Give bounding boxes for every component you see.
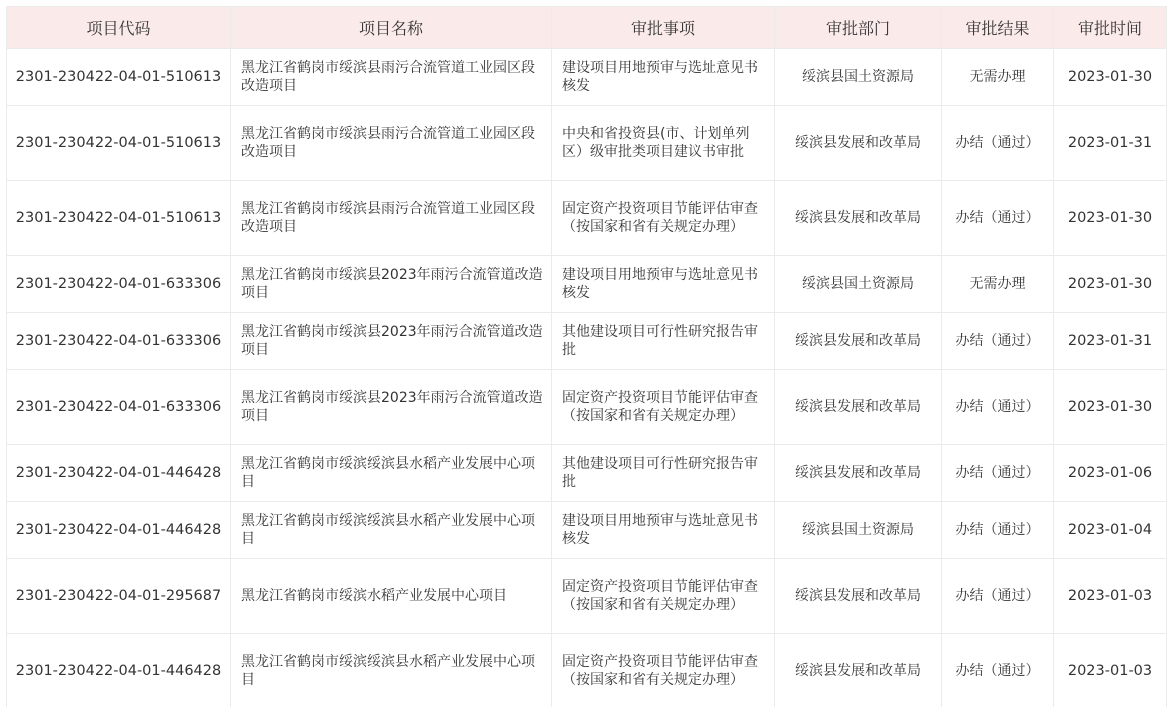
table-row: [7, 256, 1167, 313]
table-row: [7, 445, 1167, 502]
cell-approval-dept: 绥滨县国土资源局: [775, 256, 942, 313]
cell-project-name: 黑龙江省鹤岗市绥滨县2023年雨污合流管道改造项目: [231, 370, 552, 445]
cell-approval-dept: 绥滨县发展和改革局: [775, 106, 942, 181]
cell-project-name: 黑龙江省鹤岗市绥滨县2023年雨污合流管道改造项目: [231, 256, 552, 313]
cell-project-name: 黑龙江省鹤岗市绥滨县雨污合流管道工业园区段改造项目: [231, 49, 552, 106]
cell-project-code: 2301-230422-04-01-510613: [7, 106, 231, 181]
cell-approval-date: 2023-01-03: [1054, 634, 1167, 707]
cell-approval-dept: 绥滨县国土资源局: [775, 49, 942, 106]
header-approval-result: 审批结果: [942, 7, 1054, 49]
cell-approval-dept: 绥滨县发展和改革局: [775, 370, 942, 445]
cell-project-name: 黑龙江省鹤岗市绥滨绥滨县水稻产业发展中心项目: [231, 502, 552, 559]
cell-approval-result: 办结（通过）: [942, 181, 1054, 256]
header-project-name: 项目名称: [231, 7, 552, 49]
cell-project-name: 黑龙江省鹤岗市绥滨县2023年雨污合流管道改造项目: [231, 313, 552, 370]
cell-approval-result: 无需办理: [942, 256, 1054, 313]
cell-approval-date: 2023-01-30: [1054, 181, 1167, 256]
cell-project-code: 2301-230422-04-01-633306: [7, 256, 231, 313]
table-row: [7, 49, 1167, 106]
cell-approval-item: 中央和省投资县(市、计划单列区）级审批类项目建议书审批: [552, 106, 775, 181]
cell-approval-result: 办结（通过）: [942, 106, 1054, 181]
cell-project-name: 黑龙江省鹤岗市绥滨绥滨县水稻产业发展中心项目: [231, 634, 552, 707]
table-row: [7, 181, 1167, 256]
table-row: [7, 370, 1167, 445]
cell-project-code: 2301-230422-04-01-510613: [7, 181, 231, 256]
cell-approval-dept: 绥滨县国土资源局: [775, 502, 942, 559]
cell-approval-date: 2023-01-31: [1054, 106, 1167, 181]
cell-project-code: 2301-230422-04-01-295687: [7, 559, 231, 634]
cell-approval-result: 无需办理: [942, 49, 1054, 106]
cell-project-code: 2301-230422-04-01-510613: [7, 49, 231, 106]
approval-table: [6, 6, 1167, 707]
cell-approval-item: 固定资产投资项目节能评估审查（按国家和省有关规定办理）: [552, 370, 775, 445]
cell-project-name: 黑龙江省鹤岗市绥滨县雨污合流管道工业园区段改造项目: [231, 181, 552, 256]
cell-approval-dept: 绥滨县发展和改革局: [775, 181, 942, 256]
header-project-code: 项目代码: [7, 7, 231, 49]
cell-project-code: 2301-230422-04-01-633306: [7, 313, 231, 370]
table-row: [7, 106, 1167, 181]
cell-project-code: 2301-230422-04-01-446428: [7, 634, 231, 707]
header-approval-date: 审批时间: [1054, 7, 1167, 49]
cell-project-code: 2301-230422-04-01-446428: [7, 502, 231, 559]
table-header-row: [7, 7, 1167, 49]
header-approval-dept: 审批部门: [775, 7, 942, 49]
cell-approval-item: 其他建设项目可行性研究报告审批: [552, 313, 775, 370]
table-row: [7, 313, 1167, 370]
cell-project-name: 黑龙江省鹤岗市绥滨县雨污合流管道工业园区段改造项目: [231, 106, 552, 181]
cell-approval-item: 固定资产投资项目节能评估审查（按国家和省有关规定办理）: [552, 634, 775, 707]
cell-approval-result: 办结（通过）: [942, 502, 1054, 559]
cell-approval-date: 2023-01-31: [1054, 313, 1167, 370]
cell-approval-date: 2023-01-06: [1054, 445, 1167, 502]
cell-approval-result: 办结（通过）: [942, 370, 1054, 445]
cell-approval-date: 2023-01-30: [1054, 370, 1167, 445]
header-approval-item: 审批事项: [552, 7, 775, 49]
cell-approval-result: 办结（通过）: [942, 559, 1054, 634]
cell-approval-date: 2023-01-03: [1054, 559, 1167, 634]
cell-approval-dept: 绥滨县发展和改革局: [775, 313, 942, 370]
cell-approval-date: 2023-01-04: [1054, 502, 1167, 559]
cell-approval-item: 固定资产投资项目节能评估审查（按国家和省有关规定办理）: [552, 559, 775, 634]
cell-approval-item: 其他建设项目可行性研究报告审批: [552, 445, 775, 502]
cell-approval-dept: 绥滨县发展和改革局: [775, 445, 942, 502]
cell-project-code: 2301-230422-04-01-446428: [7, 445, 231, 502]
cell-project-name: 黑龙江省鹤岗市绥滨绥滨县水稻产业发展中心项目: [231, 445, 552, 502]
cell-approval-item: 建设项目用地预审与选址意见书核发: [552, 49, 775, 106]
table-row: [7, 559, 1167, 634]
table-row: [7, 634, 1167, 707]
cell-approval-dept: 绥滨县发展和改革局: [775, 559, 942, 634]
cell-approval-result: 办结（通过）: [942, 313, 1054, 370]
cell-approval-dept: 绥滨县发展和改革局: [775, 634, 942, 707]
cell-approval-date: 2023-01-30: [1054, 49, 1167, 106]
cell-approval-item: 固定资产投资项目节能评估审查（按国家和省有关规定办理）: [552, 181, 775, 256]
cell-approval-item: 建设项目用地预审与选址意见书核发: [552, 502, 775, 559]
cell-approval-result: 办结（通过）: [942, 445, 1054, 502]
table-row: [7, 502, 1167, 559]
cell-approval-date: 2023-01-30: [1054, 256, 1167, 313]
cell-approval-item: 建设项目用地预审与选址意见书核发: [552, 256, 775, 313]
cell-project-code: 2301-230422-04-01-633306: [7, 370, 231, 445]
cell-approval-result: 办结（通过）: [942, 634, 1054, 707]
cell-project-name: 黑龙江省鹤岗市绥滨水稻产业发展中心项目: [231, 559, 552, 634]
